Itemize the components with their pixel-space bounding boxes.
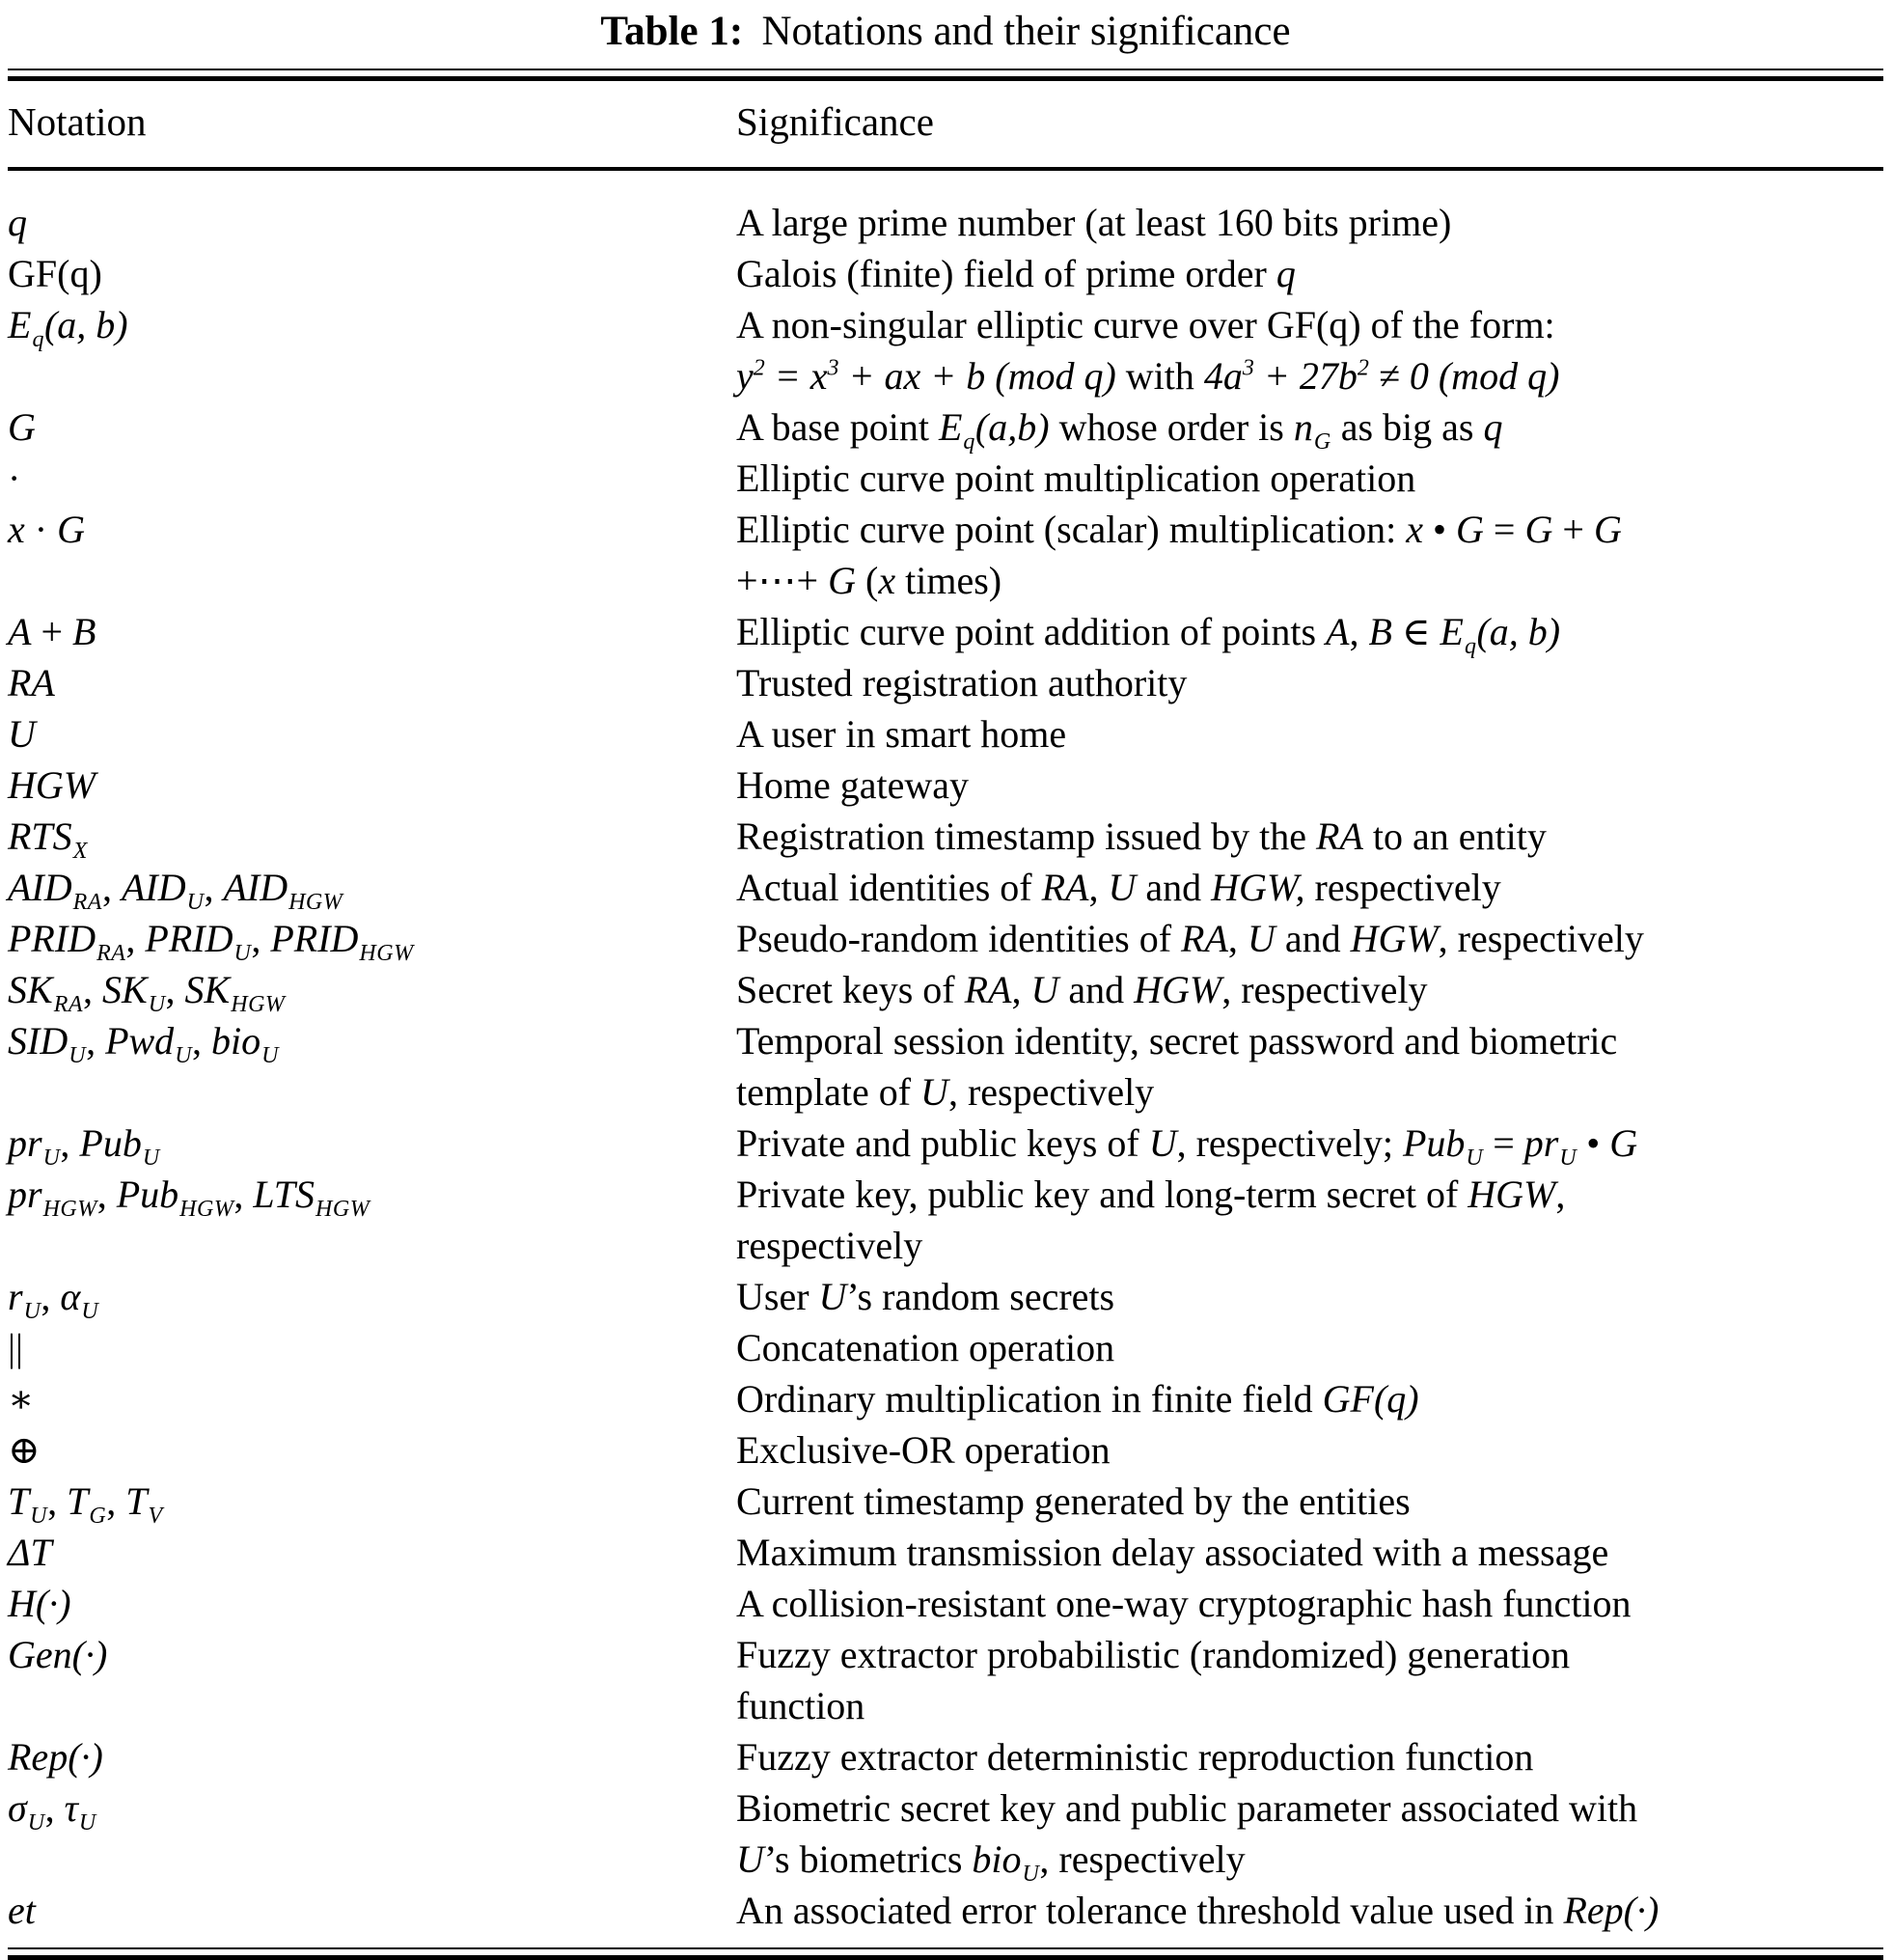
bottom-double-rule xyxy=(8,1947,1883,1960)
text-segment: || xyxy=(8,1326,24,1370)
significance-cell xyxy=(736,299,1883,401)
text-segment: A non-singular elliptic curve over GF(q) of the form: xyxy=(736,303,1555,347)
table-row xyxy=(8,299,1883,401)
text-segment: G xyxy=(1609,1121,1638,1166)
text-segment: U xyxy=(148,992,166,1018)
text-segment: SK xyxy=(8,968,53,1012)
text-segment: , xyxy=(96,1173,117,1217)
text-segment: T xyxy=(8,1479,30,1524)
significance-cell xyxy=(736,1578,1883,1629)
text-segment: et xyxy=(8,1889,36,1933)
notation-cell xyxy=(8,657,736,708)
text-segment: x xyxy=(8,508,25,552)
text-segment: respectively xyxy=(1304,866,1501,910)
text-segment: , xyxy=(1011,968,1031,1012)
table-row xyxy=(8,811,1883,862)
text-segment: B xyxy=(72,610,96,654)
notation-cell xyxy=(8,759,736,811)
text-segment: Elliptic curve point multiplication operation xyxy=(736,456,1416,501)
text-segment: PRID xyxy=(8,917,96,961)
text-segment: , respectively; xyxy=(1176,1121,1403,1166)
text-segment: ( xyxy=(856,559,879,603)
text-segment: (a, b) xyxy=(43,303,128,347)
text-segment: A user in smart home xyxy=(736,712,1067,757)
notation-cell xyxy=(8,1476,736,1530)
text-segment: = xyxy=(1483,508,1525,552)
text-segment: U xyxy=(1559,1146,1578,1172)
text-segment: times) xyxy=(895,559,1002,603)
text-segment: G xyxy=(1313,429,1331,455)
text-segment: ≠ 0 (mod q) xyxy=(1368,354,1560,399)
text-segment: An associated error tolerance threshold value used in xyxy=(736,1889,1564,1933)
table-row xyxy=(8,1629,1883,1731)
text-segment: U xyxy=(27,1810,45,1836)
text-segment: , xyxy=(204,866,224,910)
text-segment: Home gateway xyxy=(736,763,970,808)
text-segment: GF(q) xyxy=(8,252,102,296)
notation-cell xyxy=(8,1527,736,1578)
text-segment: E xyxy=(1440,610,1464,654)
text-segment: , xyxy=(41,1275,61,1319)
notation-cell xyxy=(8,862,736,916)
text-segment: , xyxy=(1088,866,1109,910)
text-segment: ∗ xyxy=(8,1377,35,1422)
text-segment: +⋯+ xyxy=(736,559,829,603)
notation-cell xyxy=(8,248,736,299)
table-caption-text: Notations and their significance xyxy=(761,9,1291,54)
notation-cell xyxy=(8,169,736,248)
text-segment: ⊕ xyxy=(8,1428,41,1473)
text-segment: , xyxy=(1227,917,1248,961)
text-segment: Trusted registration authority xyxy=(736,661,1188,705)
text-segment: E xyxy=(938,405,963,450)
text-segment: , xyxy=(101,866,122,910)
table-row xyxy=(8,401,1883,453)
table-row xyxy=(8,759,1883,811)
text-segment: , xyxy=(1349,610,1369,654)
text-segment: U xyxy=(175,1043,193,1069)
text-segment: Pseudo-random identities of xyxy=(736,917,1182,961)
text-segment: U xyxy=(1030,968,1059,1012)
notation-cell xyxy=(8,1782,736,1885)
significance-cell xyxy=(736,1629,1883,1731)
text-segment: User xyxy=(736,1275,819,1319)
notation-cell xyxy=(8,913,736,967)
text-segment: , respectively xyxy=(1438,917,1644,961)
significance-cell xyxy=(736,1169,1883,1271)
text-segment: + xyxy=(1552,508,1594,552)
table-row xyxy=(8,1271,1883,1322)
text-segment: q xyxy=(32,327,44,353)
text-segment: • xyxy=(1423,508,1457,552)
text-segment: 2 xyxy=(753,356,765,382)
text-segment: PRID xyxy=(270,917,359,961)
text-segment: RA xyxy=(1041,866,1089,910)
table-row xyxy=(8,1885,1883,1947)
text-segment: HGW xyxy=(8,763,96,808)
text-segment: U xyxy=(233,941,252,967)
text-segment: Pwd xyxy=(105,1019,175,1063)
text-segment: Private key, public key and long-term secret of xyxy=(736,1173,1468,1217)
text-segment: LTS xyxy=(253,1173,316,1217)
significance-cell xyxy=(736,504,1883,606)
text-segment: , xyxy=(251,917,271,961)
text-segment: G xyxy=(1593,508,1622,552)
text-segment: T xyxy=(67,1479,89,1524)
text-segment: , respectively xyxy=(947,1070,1155,1115)
text-segment: , xyxy=(192,1019,212,1063)
text-segment: Rep(·) xyxy=(1563,1889,1660,1933)
table-row xyxy=(8,964,1883,1015)
notation-cell xyxy=(8,1731,736,1782)
text-segment: A base point xyxy=(736,405,939,450)
table-row xyxy=(8,657,1883,708)
significance-cell xyxy=(736,1322,1883,1373)
text-segment: Registration timestamp issued by the xyxy=(736,814,1317,859)
text-segment: HGW xyxy=(1350,917,1439,961)
text-segment: U xyxy=(920,1070,948,1115)
text-segment: HGW xyxy=(231,992,286,1018)
text-segment: U xyxy=(1148,1121,1177,1166)
text-segment: U xyxy=(23,1299,41,1325)
text-segment: , xyxy=(44,1786,65,1831)
text-segment: x xyxy=(1406,508,1424,552)
text-segment: , xyxy=(165,968,185,1012)
notation-cell xyxy=(8,504,736,606)
text-segment: HGW xyxy=(179,1197,234,1223)
text-segment: Pub xyxy=(116,1173,179,1217)
text-segment: + ax + b (mod q) xyxy=(838,354,1116,399)
text-segment: Maximum transmission delay associated with a message xyxy=(736,1531,1609,1575)
header-row xyxy=(8,81,1883,169)
text-segment: q xyxy=(1276,252,1296,296)
text-segment: Current timestamp generated by the entities xyxy=(736,1479,1411,1524)
text-segment: , xyxy=(47,1479,68,1524)
text-segment: RA xyxy=(1181,917,1228,961)
text-segment: whose order is xyxy=(1049,405,1294,450)
significance-cell xyxy=(736,862,1883,913)
text-segment: G xyxy=(57,508,85,552)
text-segment: HGW xyxy=(316,1197,370,1223)
text-segment: SK xyxy=(184,968,231,1012)
table-row xyxy=(8,862,1883,913)
text-segment: B xyxy=(1368,610,1392,654)
text-segment: q xyxy=(1483,405,1503,450)
table-row xyxy=(8,453,1883,504)
notation-cell xyxy=(8,299,736,401)
text-segment: U xyxy=(30,1504,48,1530)
text-segment: U xyxy=(1108,866,1137,910)
text-segment: 2 xyxy=(1357,356,1369,382)
text-segment: U xyxy=(142,1146,160,1172)
notation-cell xyxy=(8,1629,736,1731)
text-segment: A xyxy=(8,610,32,654)
text-segment: AID xyxy=(223,866,288,910)
text-segment: and xyxy=(1058,968,1135,1012)
text-segment: and xyxy=(1136,866,1212,910)
table-row xyxy=(8,504,1883,606)
text-segment: respectively xyxy=(736,1224,923,1268)
text-segment: template of xyxy=(736,1070,921,1115)
text-segment: ΔT xyxy=(8,1531,52,1575)
notation-cell xyxy=(8,401,736,453)
text-segment: AID xyxy=(8,866,72,910)
significance-cell xyxy=(736,453,1883,504)
significance-cell xyxy=(736,1731,1883,1782)
text-segment: U xyxy=(8,712,36,757)
text-segment: E xyxy=(8,303,32,347)
text-segment: + 27b xyxy=(1253,354,1358,399)
text-segment: · xyxy=(24,508,58,552)
text-segment: ’s random secrets xyxy=(846,1275,1115,1319)
text-segment: U xyxy=(81,1299,99,1325)
text-segment: RA xyxy=(72,890,102,916)
text-segment: , xyxy=(83,968,103,1012)
text-segment: (a, b) xyxy=(1476,610,1561,654)
text-segment: T xyxy=(125,1479,148,1524)
text-segment: Actual identities of xyxy=(736,866,1042,910)
table-row xyxy=(8,606,1883,657)
text-segment: Exclusive-OR operation xyxy=(736,1428,1111,1473)
notation-cell xyxy=(8,708,736,759)
text-segment: HGW xyxy=(288,890,343,916)
significance-cell xyxy=(736,964,1883,1015)
text-segment: U xyxy=(186,890,205,916)
text-segment: G xyxy=(89,1504,107,1530)
table-caption xyxy=(8,6,1883,69)
text-segment: n xyxy=(1293,405,1313,450)
text-segment: U xyxy=(69,1043,87,1069)
text-segment: RA xyxy=(96,941,126,967)
table-row xyxy=(8,1527,1883,1578)
text-segment: bio xyxy=(211,1019,261,1063)
text-segment: function xyxy=(736,1684,865,1728)
notation-cell xyxy=(8,1885,736,1947)
text-segment: U xyxy=(42,1146,61,1172)
text-segment: r xyxy=(8,1275,23,1319)
table-row xyxy=(8,913,1883,964)
notation-cell xyxy=(8,1271,736,1325)
text-segment: SK xyxy=(102,968,148,1012)
text-segment: (a,b) xyxy=(974,405,1050,450)
text-segment: RA xyxy=(1316,814,1363,859)
text-segment: Private and public keys of xyxy=(736,1121,1149,1166)
text-segment: RTS xyxy=(8,814,72,859)
top-double-rule xyxy=(8,69,1883,81)
notation-cell xyxy=(8,1424,736,1476)
text-segment: , respectively xyxy=(1039,1837,1246,1882)
text-segment: GF(q) xyxy=(1322,1377,1419,1422)
text-segment: bio xyxy=(972,1837,1022,1882)
text-segment: q xyxy=(963,429,975,455)
table-row xyxy=(8,1015,1883,1118)
text-segment: q xyxy=(8,201,27,245)
text-segment: HGW xyxy=(359,941,414,967)
text-segment: HGW xyxy=(1134,968,1222,1012)
text-segment: and xyxy=(1275,917,1351,961)
notation-cell xyxy=(8,606,736,657)
text-segment: • xyxy=(1577,1121,1610,1166)
significance-cell xyxy=(736,708,1883,759)
text-segment: , xyxy=(86,1019,106,1063)
table-row xyxy=(8,1782,1883,1885)
text-segment: G xyxy=(8,405,36,450)
header-notation: Notation xyxy=(8,81,736,169)
text-segment: U xyxy=(818,1275,847,1319)
notation-cell xyxy=(8,1169,736,1271)
text-segment: Elliptic curve point addition of points xyxy=(736,610,1327,654)
table-row xyxy=(8,1731,1883,1782)
notation-cell xyxy=(8,1015,736,1118)
text-segment: Pub xyxy=(79,1121,142,1166)
table-row xyxy=(8,1424,1883,1476)
text-segment: RA xyxy=(8,661,55,705)
text-segment: = xyxy=(1483,1121,1524,1166)
table-row xyxy=(8,1476,1883,1527)
text-segment: 3 xyxy=(827,356,839,382)
significance-cell xyxy=(736,1527,1883,1578)
text-segment: Gen(·) xyxy=(8,1633,108,1677)
text-segment: Biometric secret key and public parameter associated with xyxy=(736,1786,1638,1831)
notation-cell xyxy=(8,1373,736,1424)
text-segment: Galois (finite) field of prime order xyxy=(736,252,1276,296)
text-segment: U xyxy=(1022,1862,1040,1888)
significance-cell xyxy=(736,1015,1883,1118)
text-segment: pr xyxy=(8,1173,42,1217)
significance-cell xyxy=(736,401,1883,453)
text-segment: 4a xyxy=(1203,354,1243,399)
notation-cell xyxy=(8,453,736,504)
text-segment: Temporal session identity, secret password and biometric xyxy=(736,1019,1618,1063)
text-segment: y xyxy=(736,354,754,399)
table-row xyxy=(8,1169,1883,1271)
significance-cell xyxy=(736,1118,1883,1172)
text-segment: U xyxy=(261,1043,279,1069)
text-segment: ’s biometrics xyxy=(763,1837,973,1882)
table-body xyxy=(8,169,1883,1947)
text-segment: X xyxy=(72,839,88,865)
text-segment: , xyxy=(1555,1173,1566,1217)
text-segment: HGW xyxy=(1468,1173,1556,1217)
text-segment: · xyxy=(8,456,21,501)
text-segment: Elliptic curve point (scalar) multiplication: xyxy=(736,508,1407,552)
significance-cell xyxy=(736,169,1883,248)
text-segment: Fuzzy extractor probabilistic (randomized) generation xyxy=(736,1633,1571,1677)
text-segment: , xyxy=(233,1173,254,1217)
text-segment: σ xyxy=(8,1786,27,1831)
text-segment: PRID xyxy=(145,917,233,961)
notation-cell xyxy=(8,964,736,1018)
significance-cell xyxy=(736,811,1883,862)
table-row xyxy=(8,248,1883,299)
table-caption-label: Table 1: xyxy=(600,9,744,54)
text-segment: AID xyxy=(121,866,186,910)
text-segment: τ xyxy=(64,1786,78,1831)
text-segment: q xyxy=(1464,634,1477,660)
significance-cell xyxy=(736,1424,1883,1476)
text-segment: Rep(·) xyxy=(8,1735,103,1780)
text-segment: RA xyxy=(53,992,84,1018)
text-segment: H(·) xyxy=(8,1582,71,1626)
text-segment: , respectively xyxy=(1221,968,1428,1012)
significance-cell xyxy=(736,248,1883,299)
text-segment: ∈ xyxy=(1391,610,1440,654)
significance-cell xyxy=(736,657,1883,708)
text-segment: as big as xyxy=(1331,405,1484,450)
text-segment: V xyxy=(148,1504,163,1530)
text-segment: Pub xyxy=(1402,1121,1466,1166)
text-segment: HGW, xyxy=(1211,866,1305,910)
notation-cell xyxy=(8,1578,736,1629)
text-segment: α xyxy=(60,1275,81,1319)
table-row xyxy=(8,1322,1883,1373)
text-segment: A xyxy=(1326,610,1350,654)
text-segment: A large prime number (at least 160 bits prime) xyxy=(736,201,1452,245)
text-segment: U xyxy=(1466,1146,1484,1172)
text-segment: 3 xyxy=(1242,356,1254,382)
table-row xyxy=(8,1118,1883,1169)
text-segment: pr xyxy=(8,1121,42,1166)
text-segment: pr xyxy=(1523,1121,1559,1166)
significance-cell xyxy=(736,913,1883,964)
text-segment: , xyxy=(106,1479,126,1524)
text-segment: x xyxy=(878,559,896,603)
text-segment: RA xyxy=(964,968,1012,1012)
text-segment: Secret keys of xyxy=(736,968,965,1012)
text-segment: A collision-resistant one-way cryptographic hash function xyxy=(736,1582,1632,1626)
text-segment: to an entity xyxy=(1362,814,1547,859)
table-row xyxy=(8,708,1883,759)
text-segment: HGW xyxy=(42,1197,97,1223)
text-segment: G xyxy=(1524,508,1553,552)
significance-cell xyxy=(736,1271,1883,1322)
text-segment: , xyxy=(60,1121,80,1166)
text-segment: Fuzzy extractor deterministic reproduction function xyxy=(736,1735,1534,1780)
text-segment: = x xyxy=(764,354,828,399)
notation-table xyxy=(8,81,1883,1947)
significance-cell xyxy=(736,1885,1883,1947)
significance-cell xyxy=(736,1476,1883,1527)
text-segment: U xyxy=(78,1810,96,1836)
table-row xyxy=(8,1578,1883,1629)
text-segment: Concatenation operation xyxy=(736,1326,1115,1370)
text-segment: + xyxy=(31,610,72,654)
table-header xyxy=(8,81,1883,169)
text-segment: , xyxy=(125,917,146,961)
significance-cell xyxy=(736,606,1883,660)
text-segment: G xyxy=(828,559,857,603)
notation-cell xyxy=(8,1118,736,1172)
table-row xyxy=(8,169,1883,248)
notation-cell xyxy=(8,811,736,865)
header-significance: Significance xyxy=(736,81,1883,169)
text-segment: U xyxy=(1247,917,1276,961)
text-segment: G xyxy=(1456,508,1484,552)
text-segment: SID xyxy=(8,1019,69,1063)
text-segment: U xyxy=(736,1837,764,1882)
text-segment: with xyxy=(1115,354,1204,399)
significance-cell xyxy=(736,1782,1883,1888)
significance-cell xyxy=(736,1373,1883,1424)
significance-cell xyxy=(736,759,1883,811)
notation-cell xyxy=(8,1322,736,1373)
table-row xyxy=(8,1373,1883,1424)
text-segment: Ordinary multiplication in finite field xyxy=(736,1377,1323,1422)
